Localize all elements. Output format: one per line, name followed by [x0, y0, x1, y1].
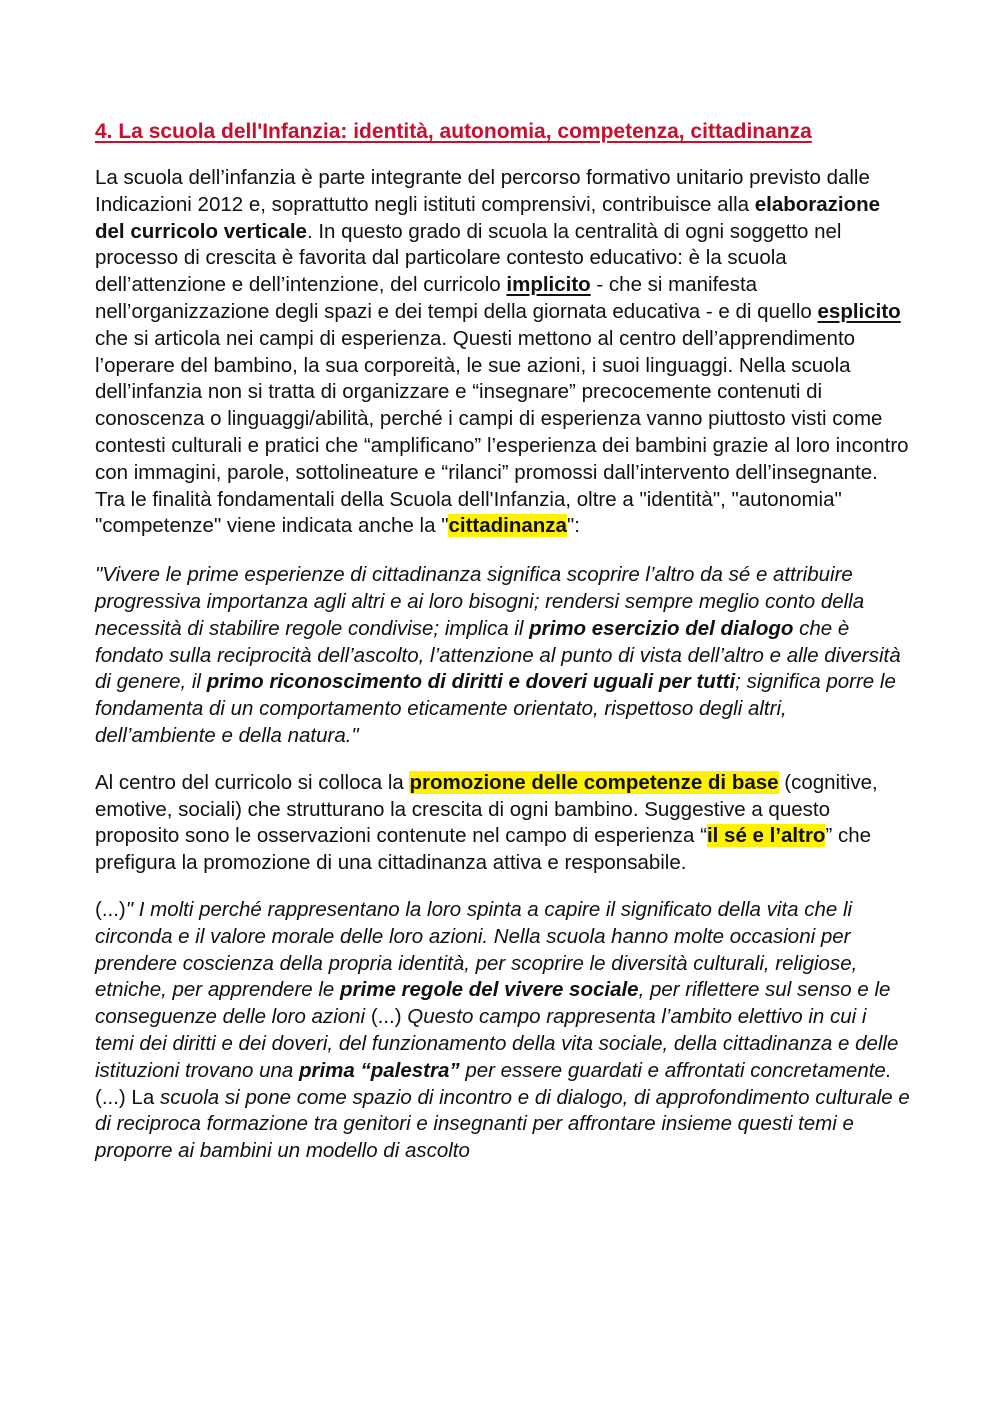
text-run: Al centro del curricolo si colloca la	[95, 770, 410, 794]
bold-text: prima “palestra”	[298, 1058, 460, 1082]
text-run: che è fondato sulla reciprocità dell’ascolto, l’attenzione al punto di vista dell’altro e alle diversità di genere, il	[95, 616, 901, 694]
bold-text: primo esercizio del dialogo	[529, 616, 794, 640]
text-run: ":	[566, 514, 580, 538]
text-run: ” che prefigura la promozione di una cittadinanza attiva e responsabile.	[95, 824, 872, 875]
text-run: (...)	[95, 897, 126, 921]
intro-paragraph	[95, 165, 910, 540]
text-run: che si articola nei campi di esperienza. Questi mettono al centro dell’apprendimento l’operare del bambino, la sua corporeità, le sue azioni, i suoi linguaggi. Nella scuola dell’infanzia non si tratta di organizzare e “insegnare” precocemente contenuti di conoscenza o linguaggi/abilità, perché i campi di esperienza vanno piuttosto visti come contesti culturali e pratici che “amplificano” l’esperienza dei bambini grazie al loro incontro con immagini, parole, sottolineature e “rilanci” promossi dall’intervento dell’insegnante. Tra le finalità fondamentali della Scuola dell'Infanzia, oltre a "identità", "autonomia" "competenze" viene indicata anche la "	[95, 326, 909, 538]
bold-text: primo riconoscimento di diritti e doveri uguali per tutti	[206, 670, 736, 694]
highlighted-text: il sé e l’altro	[706, 824, 826, 848]
text-run: scuola si pone come spazio di incontro e di dialogo, di approfondimento culturale e di reciproca formazione tra genitori e insegnanti per affrontare insieme questi temi e proporre ai bambini un modello di ascolto	[95, 1085, 910, 1163]
text-run: Questo campo rappresenta l’ambito elettivo in cui i temi dei diritti e dei doveri, del funzionamento della vita sociale, della cittadinanza e delle istituzioni trovano una	[95, 1005, 899, 1082]
text-run: (...)	[370, 1005, 402, 1029]
text-run: . In questo grado di scuola la centralità di ogni soggetto nel processo di crescita è favorita dal particolare contesto educativo: è la scuola dell’attenzione e dell’intenzione, del curricolo	[95, 219, 842, 297]
self-and-other-quote	[95, 897, 910, 1165]
text-run: (cognitive, emotive, sociali) che strutturano la crescita di ogni bambino. Suggestive a questo proposito sono le osservazioni contenute nel campo di esperienza “	[95, 770, 878, 848]
text-run: - che si manifesta nell’organizzazione degli spazi e dei tempi della giornata educativa - e di quello	[95, 273, 818, 323]
text-run: "Vivere le prime esperienze di cittadinanza significa scoprire l’altro da sé e attribuire progressiva importanza agli altri e ai loro bisogni; rendersi sempre meglio conto della necessità di stabilire regole condivise; implica il	[95, 563, 865, 640]
citizenship-quote	[95, 562, 910, 750]
curriculum-paragraph	[95, 770, 910, 877]
text-run: , per riflettere sul senso e le conseguenze delle loro azioni	[95, 978, 891, 1029]
highlighted-text: cittadinanza	[448, 514, 567, 538]
document-page	[95, 118, 910, 1165]
text-run: " I molti perché rappresentano la loro spinta a capire il significato della vita che li circonda e il valore morale delle loro azioni. Nella scuola hanno molte occasioni per prendere coscienza della propria identità, per scoprire le diversità culturali, religiose, etniche, per apprendere le	[95, 897, 858, 1002]
underlined-bold-text: esplicito	[817, 299, 901, 323]
highlighted-text: promozione delle competenze di base	[409, 770, 779, 794]
text-run: La scuola dell’infanzia è parte integrante del percorso formativo unitario previsto dalle Indicazioni 2012 e, soprattutto negli istituti comprensivi, contribuisce alla	[95, 166, 870, 216]
section-title: 4. La scuola dell'Infanzia: identità, autonomia, competenza, cittadinanza	[95, 120, 812, 143]
bold-text: prime regole del vivere sociale	[340, 978, 639, 1002]
text-run: ; significa porre le fondamenta di un comportamento eticamente orientato, rispettoso degli altri, dell’ambiente e della natura."	[95, 670, 896, 747]
underlined-bold-text: implicito	[506, 273, 591, 297]
text-run: per essere guardati e affrontati concretamente.	[459, 1058, 892, 1082]
bold-text: elaborazione del curricolo verticale	[95, 192, 881, 243]
text-run: (...) La	[95, 1085, 155, 1109]
